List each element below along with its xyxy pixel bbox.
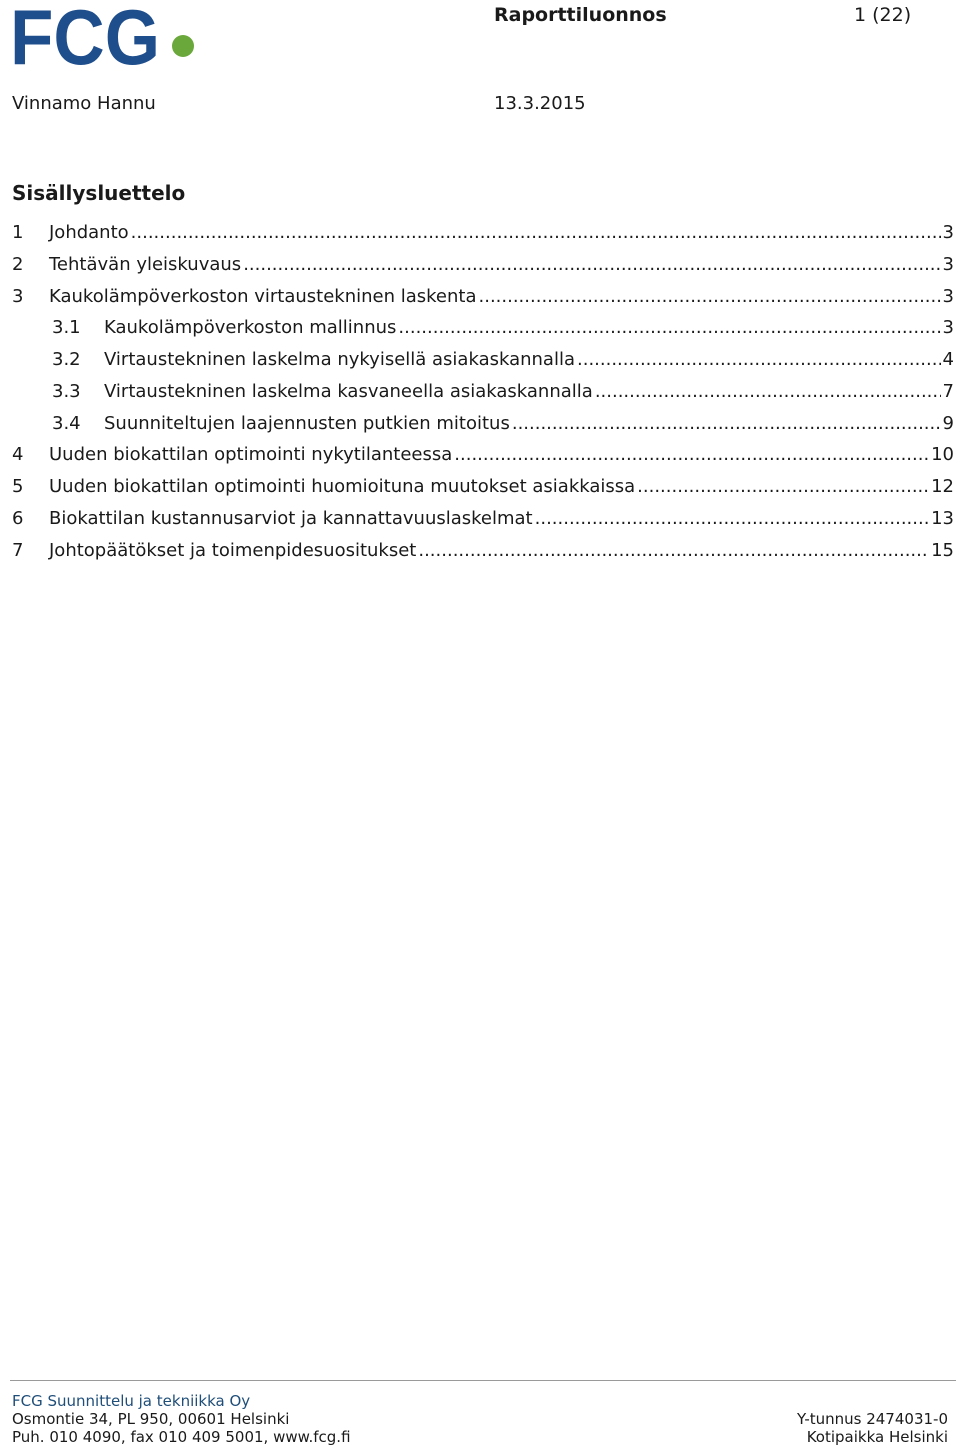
- toc-entry-number: 3: [12, 285, 24, 307]
- document-date: 13.3.2015: [494, 93, 586, 114]
- toc-entry-title: Kaukolämpöverkoston mallinnus: [104, 317, 397, 339]
- footer-contact: Puh. 010 4090, fax 010 409 5001, www.fcg.fi: [12, 1428, 351, 1446]
- toc-entry-title: Johdanto: [49, 222, 129, 243]
- toc-entry-number: 3.4: [52, 412, 81, 434]
- toc-leader-dots: [479, 286, 941, 307]
- toc-entry-page: 3: [942, 317, 954, 339]
- toc-entry-number: 1: [12, 222, 24, 243]
- toc-entry-page: 3: [942, 253, 954, 275]
- toc-leader-dots: [454, 444, 929, 465]
- toc-entry-title: Uuden biokattilan optimointi nykytilanteessa: [49, 444, 453, 466]
- toc-entry-page: 15: [931, 539, 954, 561]
- toc-entry-number: 3.2: [52, 349, 81, 370]
- toc-leader-dots: [512, 413, 941, 434]
- toc-entry-title: Virtaustekninen laskelma kasvaneella asiakaskannalla: [104, 380, 593, 402]
- toc-entry-page: 3: [942, 285, 954, 307]
- toc-entry[interactable]: [12, 476, 954, 508]
- toc-entry-page: 7: [942, 380, 954, 402]
- document-type: Raporttiluonnos: [494, 4, 667, 26]
- toc-leader-dots: [535, 508, 929, 529]
- page-number: 1 (22): [854, 4, 912, 26]
- fcg-logo-icon: [10, 2, 200, 68]
- logo-letters: FCG: [10, 2, 160, 68]
- footer-divider: [10, 1380, 956, 1381]
- toc-entry-number: 2: [12, 253, 24, 275]
- toc-entry-title: Virtaustekninen laskelma nykyisellä asiakaskannalla: [104, 349, 575, 370]
- footer-address: Osmontie 34, PL 950, 00601 Helsinki: [12, 1410, 290, 1428]
- footer-business-id: Y-tunnus 2474031-0: [796, 1410, 948, 1428]
- fcg-logo: [10, 2, 200, 68]
- toc-entry[interactable]: [12, 349, 954, 381]
- toc-heading: Sisällysluettelo: [12, 181, 186, 205]
- toc-leader-dots: [131, 222, 941, 243]
- toc-entry[interactable]: [12, 381, 954, 413]
- toc-entry-number: 3.3: [52, 380, 81, 402]
- toc-entry-title: Uuden biokattilan optimointi huomioituna muutokset asiakkaissa: [49, 476, 636, 497]
- logo-dot: [172, 35, 194, 57]
- toc-leader-dots: [398, 317, 940, 338]
- toc-entry-title: Kaukolämpöverkoston virtaustekninen laskenta: [49, 285, 477, 307]
- toc-leader-dots: [243, 254, 940, 275]
- toc-entry-page: 9: [942, 412, 954, 434]
- toc-entry-page: 4: [942, 349, 954, 370]
- toc-entry-number: 5: [12, 476, 24, 497]
- footer-company: FCG Suunnittelu ja tekniikka Oy: [12, 1392, 251, 1410]
- toc-leader-dots: [595, 381, 941, 402]
- toc-entry[interactable]: [12, 444, 954, 476]
- toc-entry[interactable]: [12, 286, 954, 318]
- toc-entry[interactable]: [12, 222, 954, 254]
- toc-entry-title: Suunniteltujen laajennusten putkien mitoitus: [104, 412, 510, 434]
- toc-entry-number: 3.1: [52, 317, 81, 339]
- footer-domicile: Kotipaikka Helsinki: [806, 1428, 948, 1446]
- toc-leader-dots: [637, 476, 929, 497]
- author: Vinnamo Hannu: [12, 93, 156, 114]
- toc-entry-title: Biokattilan kustannusarviot ja kannattavuuslaskelmat: [49, 507, 533, 529]
- toc-entry[interactable]: [12, 508, 954, 540]
- toc-entry[interactable]: [12, 540, 954, 572]
- toc-entry-number: 7: [12, 539, 24, 561]
- toc-entry-title: Johtopäätökset ja toimenpidesuositukset: [49, 539, 417, 561]
- toc-entry-page: 10: [931, 444, 954, 466]
- toc-leader-dots: [577, 349, 941, 370]
- toc-entry-number: 6: [12, 507, 24, 529]
- toc-entry-page: 12: [931, 476, 954, 497]
- toc-entry-page: 13: [931, 507, 954, 529]
- toc-leader-dots: [418, 540, 929, 561]
- toc-entry-page: 3: [942, 222, 954, 243]
- table-of-contents: [12, 222, 954, 571]
- toc-entry[interactable]: [12, 254, 954, 286]
- toc-entry-title: Tehtävän yleiskuvaus: [49, 253, 242, 275]
- toc-entry[interactable]: [12, 317, 954, 349]
- toc-entry-number: 4: [12, 444, 24, 466]
- toc-entry[interactable]: [12, 413, 954, 445]
